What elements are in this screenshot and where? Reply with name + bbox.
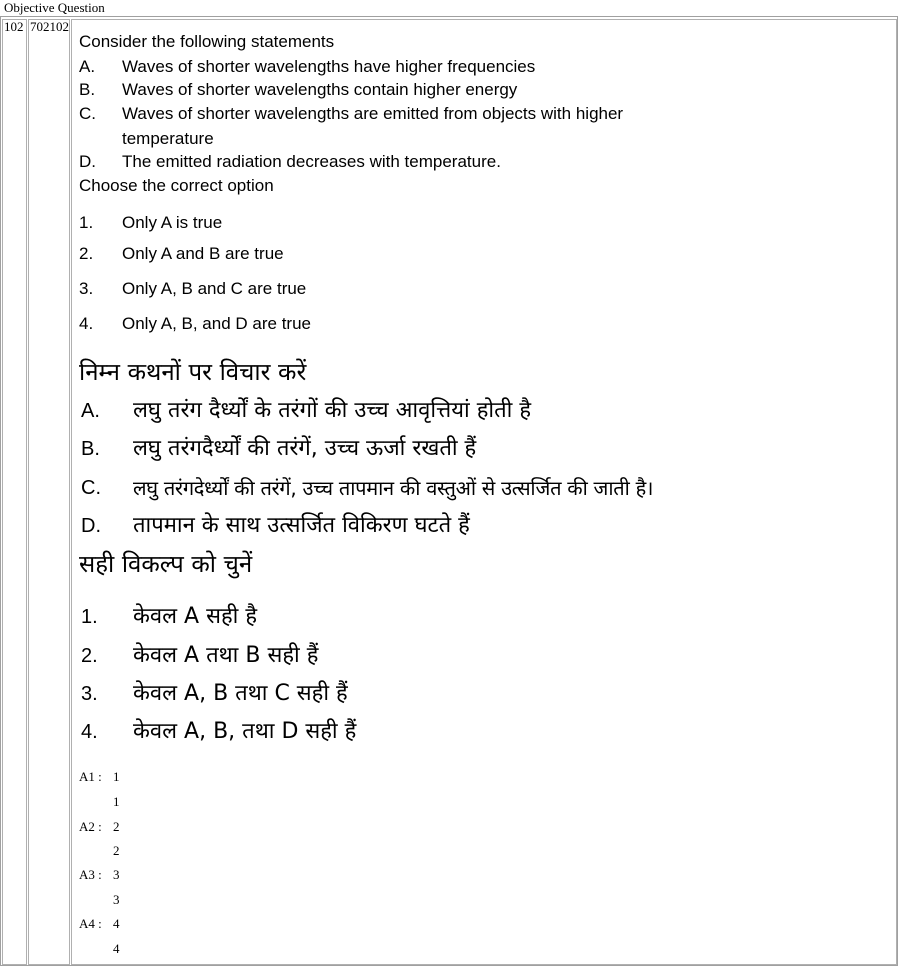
answer-value-repeat: 2 xyxy=(113,843,120,858)
hindi-statement-label: D. xyxy=(81,515,101,537)
answer-label: A3 : xyxy=(79,867,102,882)
answer-value: 1 xyxy=(113,769,120,784)
english-statement-text-continued: temperature xyxy=(122,129,214,148)
question-number: 102 xyxy=(4,19,24,34)
english-option-label: 2. xyxy=(79,244,94,263)
answer-value-repeat: 4 xyxy=(113,941,120,956)
english-statement-text: Waves of shorter wavelengths are emitted from objects with higher xyxy=(122,104,624,123)
hindi-option-label: 3. xyxy=(81,683,98,705)
question-id-cell xyxy=(28,19,70,965)
english-option-text: Only A, B, and D are true xyxy=(122,314,311,333)
question-type-header: Objective Question xyxy=(4,0,105,15)
answer-value: 3 xyxy=(113,867,120,882)
hindi-option-label: 2. xyxy=(81,645,98,667)
hindi-statement-label: C. xyxy=(81,477,101,499)
english-statement-label: C. xyxy=(79,104,96,123)
hindi-intro: निम्न कथनों पर विचार करें xyxy=(79,358,307,386)
answer-value-repeat: 3 xyxy=(113,892,120,907)
english-statement-label: D. xyxy=(79,152,96,171)
english-option-label: 3. xyxy=(79,279,94,298)
english-option-text: Only A, B and C are true xyxy=(122,279,307,298)
question-number-cell xyxy=(2,19,27,965)
english-option-text: Only A is true xyxy=(122,213,223,232)
hindi-statement-text: तापमान के साथ उत्सर्जित विकिरण घटते हैं xyxy=(133,513,470,538)
english-prompt: Choose the correct option xyxy=(79,176,274,195)
hindi-option-label: 4. xyxy=(81,721,98,743)
english-option-text: Only A and B are true xyxy=(122,244,284,263)
english-statement-label: A. xyxy=(79,57,96,76)
hindi-prompt: सही विकल्प को चुनें xyxy=(79,550,253,578)
hindi-option-text: केवल A, B तथा C सही हैं xyxy=(133,681,348,706)
hindi-option-label: 1. xyxy=(81,606,98,628)
answer-label: A1 : xyxy=(79,769,102,784)
question-id: 702102 xyxy=(30,19,69,34)
hindi-statement-label: B. xyxy=(81,438,100,460)
hindi-option-text: केवल A सही है xyxy=(133,604,258,629)
english-statement-label: B. xyxy=(79,80,96,99)
answer-value: 4 xyxy=(113,916,120,931)
english-statement-text: Waves of shorter wavelengths contain higher energy xyxy=(122,80,518,99)
english-option-label: 4. xyxy=(79,314,94,333)
answer-label: A4 : xyxy=(79,916,102,931)
answer-value: 2 xyxy=(113,819,120,834)
english-intro: Consider the following statements xyxy=(79,32,335,51)
hindi-statement-label: A. xyxy=(81,400,100,422)
hindi-statement-text: लघु तरंगदेर्ध्यों की तरंगें, उच्च तापमान की वस्तुओं से उत्सर्जित की जाती है। xyxy=(133,476,654,500)
hindi-statement-text: लघु तरंग दैर्ध्यों के तरंगों की उच्च आवृत्तियां होती है xyxy=(133,398,531,423)
hindi-option-text: केवल A तथा B सही हैं xyxy=(133,643,319,668)
english-option-label: 1. xyxy=(79,213,94,232)
hindi-option-text: केवल A, B, तथा D सही हैं xyxy=(133,719,357,744)
answer-label: A2 : xyxy=(79,819,102,834)
hindi-statement-text: लघु तरंगदैर्ध्यों की तरंगें, उच्च ऊर्जा रखती हैं xyxy=(133,436,477,461)
english-statement-text: The emitted radiation decreases with temperature. xyxy=(122,152,501,171)
answer-value-repeat: 1 xyxy=(113,794,120,809)
english-statement-text: Waves of shorter wavelengths have higher frequencies xyxy=(122,57,536,76)
